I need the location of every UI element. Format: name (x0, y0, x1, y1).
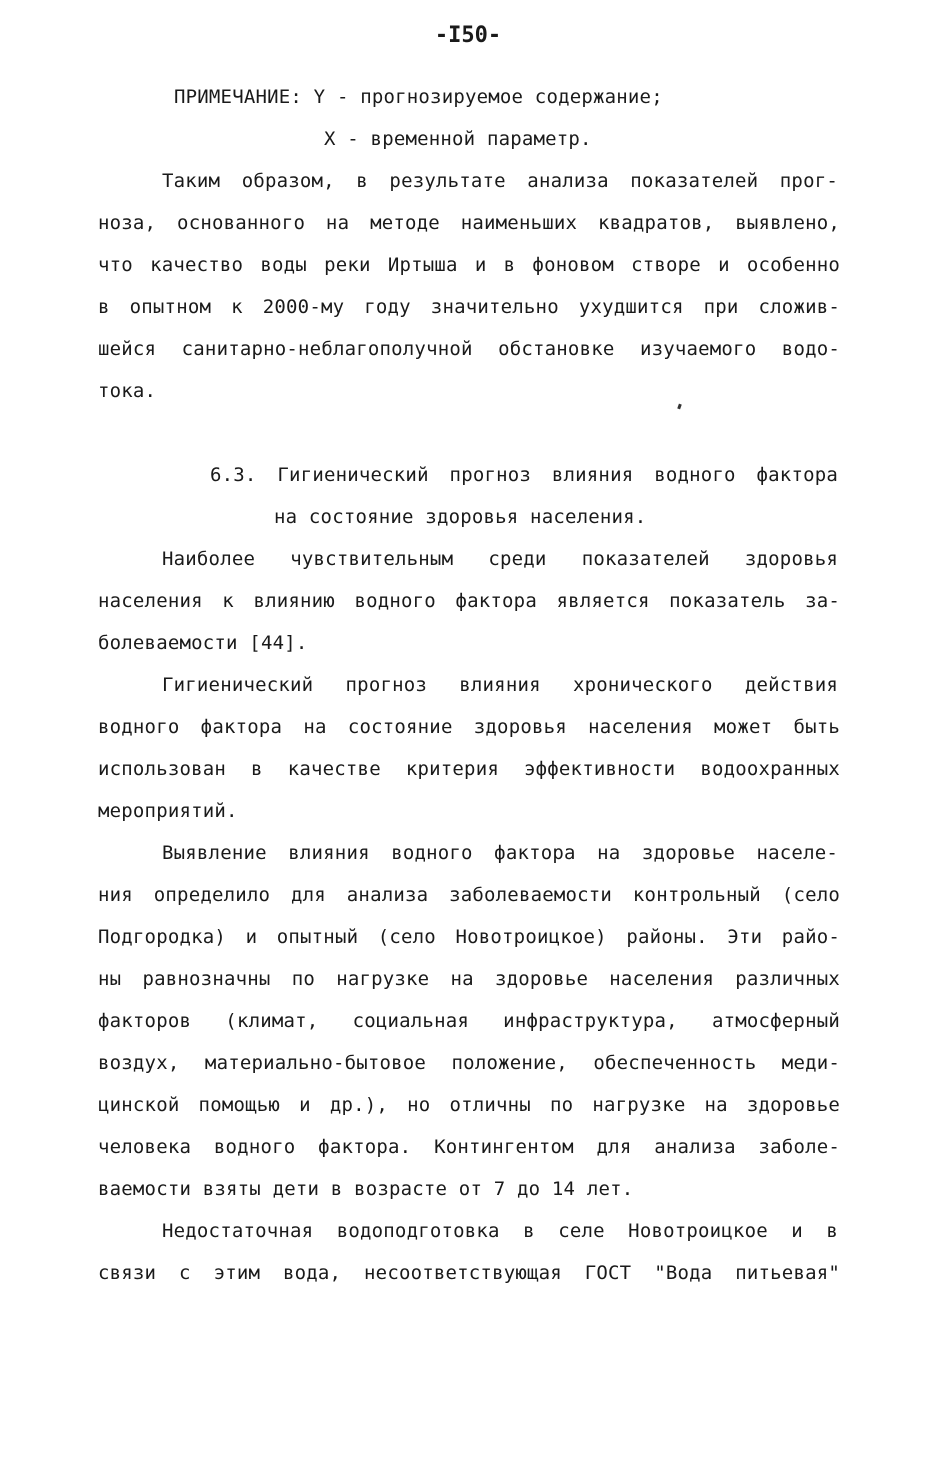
paragraph-3-line: использован в качестве критерия эффективности водоохранных (98, 758, 840, 780)
paragraph-1-line: тока. (98, 380, 157, 402)
paragraph-2-line: населения к влиянию водного фактора является показатель за- (98, 590, 840, 612)
paragraph-1-line: в опытном к 2000-му году значительно ухудшится при сложив- (98, 296, 840, 318)
paragraph-3-line: мероприятий. (98, 800, 238, 822)
page-number: -I50- (434, 23, 502, 48)
note-line-2: X - временной параметр. (324, 128, 592, 150)
paragraph-4-line: Подгородка) и опытный (село Новотроицкое) районы. Эти райо- (98, 926, 840, 948)
paragraph-2-line: Наиболее чувствительным среди показателей здоровья (162, 548, 838, 570)
section-heading-line-1: 6.3. Гигиенический прогноз влияния водного фактора (210, 464, 838, 486)
section-heading-line-2: на состояние здоровья населения. (274, 506, 647, 528)
paragraph-3-line: Гигиенический прогноз влияния хронического действия (162, 674, 838, 696)
paragraph-4-line: ваемости взяты дети в возрасте от 7 до 14 лет. (98, 1178, 634, 1200)
scan-speck (677, 404, 682, 410)
paragraph-1-line: ноза, основанного на методе наименьших квадратов, выявлено, (98, 212, 840, 234)
note-line-1: ПРИМЕЧАНИЕ: Y - прогнозируемое содержание; (174, 86, 663, 108)
paragraph-5-line: Недостаточная водоподготовка в селе Новотроицкое и в (162, 1220, 838, 1242)
paragraph-4-line: цинской помощью и др.), но отличны по нагрузке на здоровье (98, 1094, 840, 1116)
paragraph-2-line: болеваемости [44]. (98, 632, 308, 654)
paragraph-4-line: воздух, материально-бытовое положение, обеспеченность меди- (98, 1052, 840, 1074)
paragraph-3-line: водного фактора на состояние здоровья населения может быть (98, 716, 840, 738)
paragraph-4-line: человека водного фактора. Контингентом для анализа заболе- (98, 1136, 840, 1158)
paragraph-1-line: шейся санитарно-неблагополучной обстановке изучаемого водо- (98, 338, 840, 360)
paragraph-5-line: связи с этим вода, несоответствующая ГОСТ "Вода питьевая" (98, 1262, 840, 1284)
paragraph-1-line: Таким образом, в результате анализа показателей прог- (162, 170, 838, 192)
paragraph-4-line: Выявление влияния водного фактора на здоровье населе- (162, 842, 838, 864)
paragraph-1-line: что качество воды реки Иртыша и в фоновом створе и особенно (98, 254, 840, 276)
paragraph-4-line: ны равнозначны по нагрузке на здоровье населения различных (98, 968, 840, 990)
paragraph-4-line: ния определило для анализа заболеваемости контрольный (село (98, 884, 840, 906)
paragraph-4-line: факторов (климат, социальная инфраструктура, атмосферный (98, 1010, 840, 1032)
